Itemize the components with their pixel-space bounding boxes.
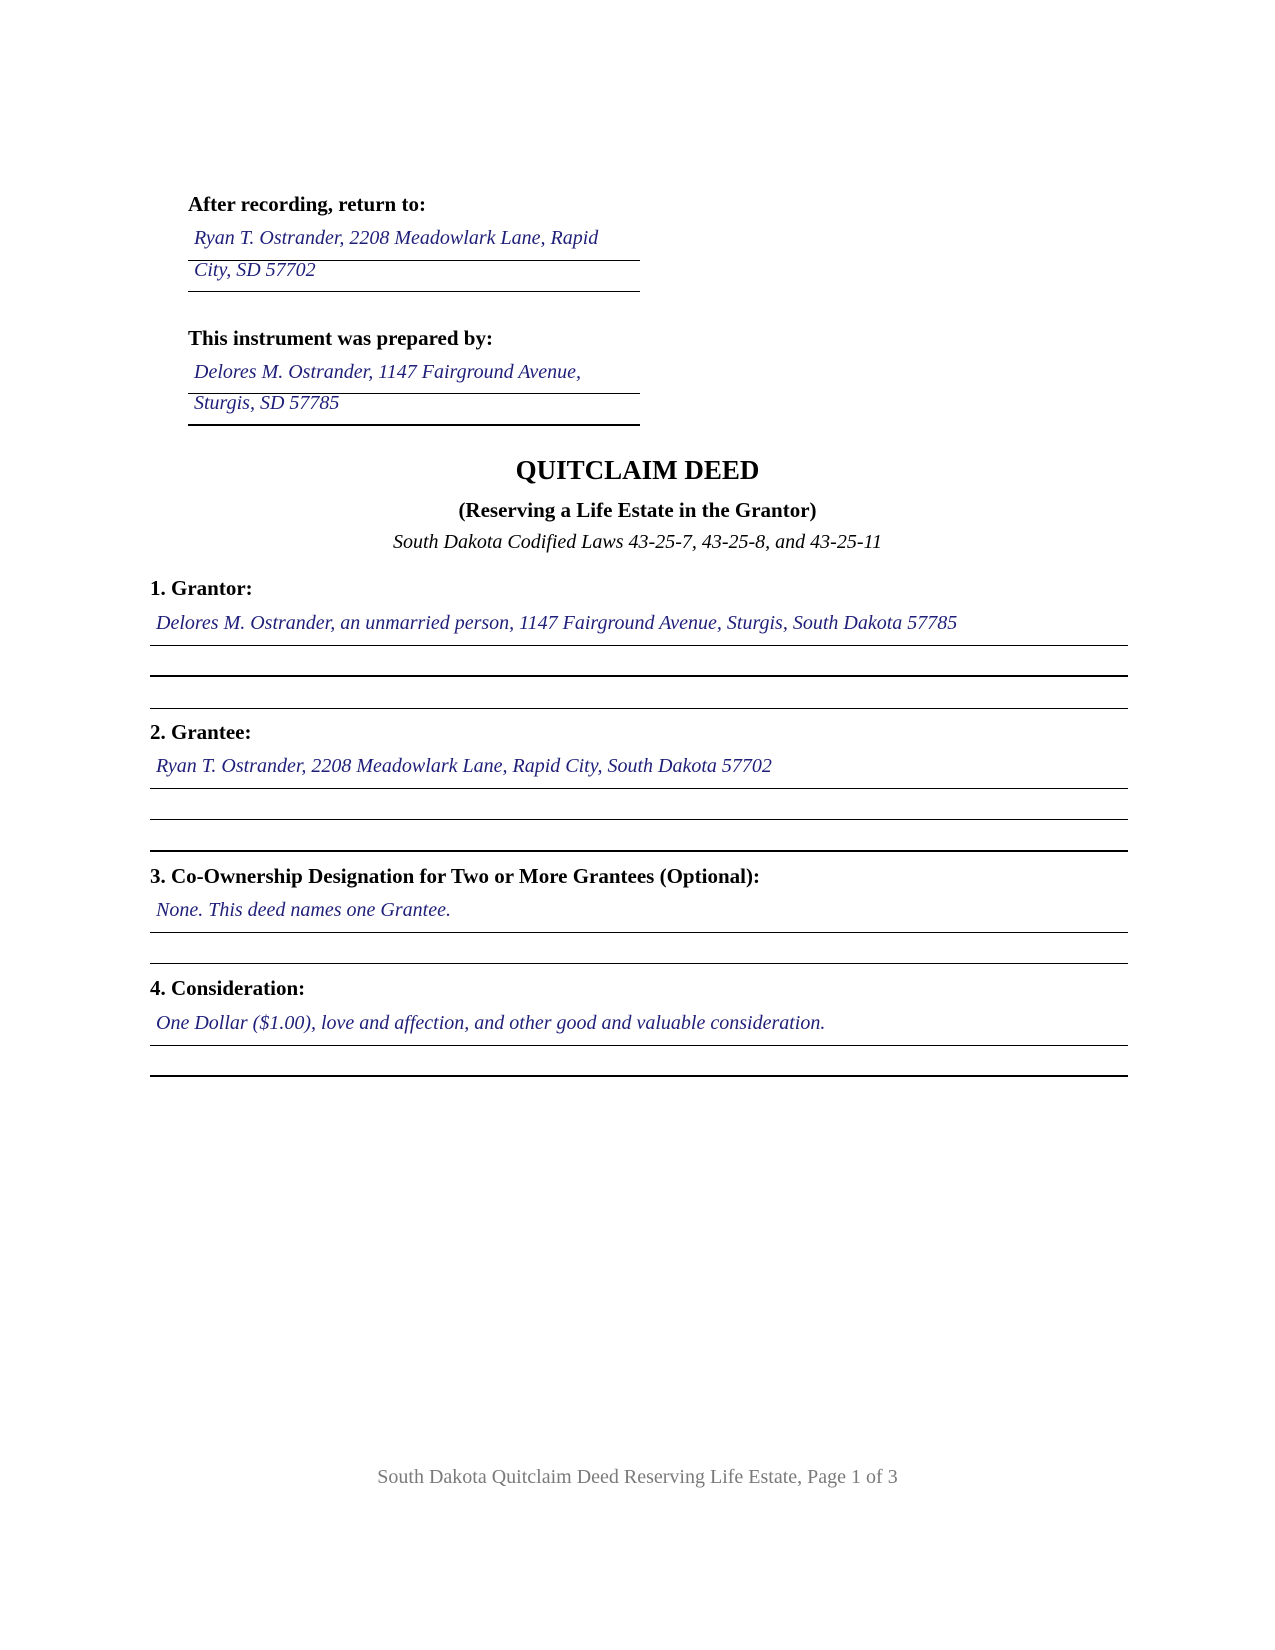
return-to-label: After recording, return to: [188,192,426,216]
grantor-rule-1 [150,645,1128,646]
grantor-value: Delores M. Ostrander, an unmarried person, 1147 Fairground Avenue, Sturgis, South Dakota 57785 [156,612,958,634]
co-ownership-label: 3. Co-Ownership Designation for Two or More Grantees (Optional): [150,864,760,888]
grantee-value: Ryan T. Ostrander, 2208 Meadowlark Lane, Rapid City, South Dakota 57702 [156,755,772,777]
return-to-line-1: Ryan T. Ostrander, 2208 Meadowlark Lane, Rapid [194,227,599,249]
document-subtitle: (Reserving a Life Estate in the Grantor) [458,498,817,522]
grantee-rule-1 [150,788,1128,789]
grantor-rule-3 [150,708,1128,709]
consideration-rule-2 [150,1075,1128,1077]
return-to-rule-2 [188,291,640,292]
statute-reference: South Dakota Codified Laws 43-25-7, 43-25-8, and 43-25-11 [392,531,883,553]
consideration-rule-1 [150,1045,1128,1046]
grantor-rule-2 [150,675,1128,677]
grantee-rule-3 [150,850,1128,852]
page-footer: South Dakota Quitclaim Deed Reserving Life Estate, Page 1 of 3 [377,1466,898,1488]
prepared-by-line-2: Sturgis, SD 57785 [194,392,340,414]
return-to-line-2: City, SD 57702 [194,259,316,281]
prepared-by-label: This instrument was prepared by: [188,326,493,350]
document-title: QUITCLAIM DEED [515,455,760,485]
co-ownership-rule-1 [150,932,1128,933]
grantor-label: 1. Grantor: [150,576,253,600]
prepared-by-line-1: Delores M. Ostrander, 1147 Fairground Avenue, [194,361,582,383]
prepared-by-rule-2 [188,424,640,426]
consideration-label: 4. Consideration: [150,976,306,1000]
co-ownership-rule-2 [150,963,1128,964]
grantee-rule-2 [150,819,1128,820]
consideration-value: One Dollar ($1.00), love and affection, and other good and valuable consideration. [156,1012,826,1034]
co-ownership-value: None. This deed names one Grantee. [156,899,451,921]
grantee-label: 2. Grantee: [150,720,252,744]
